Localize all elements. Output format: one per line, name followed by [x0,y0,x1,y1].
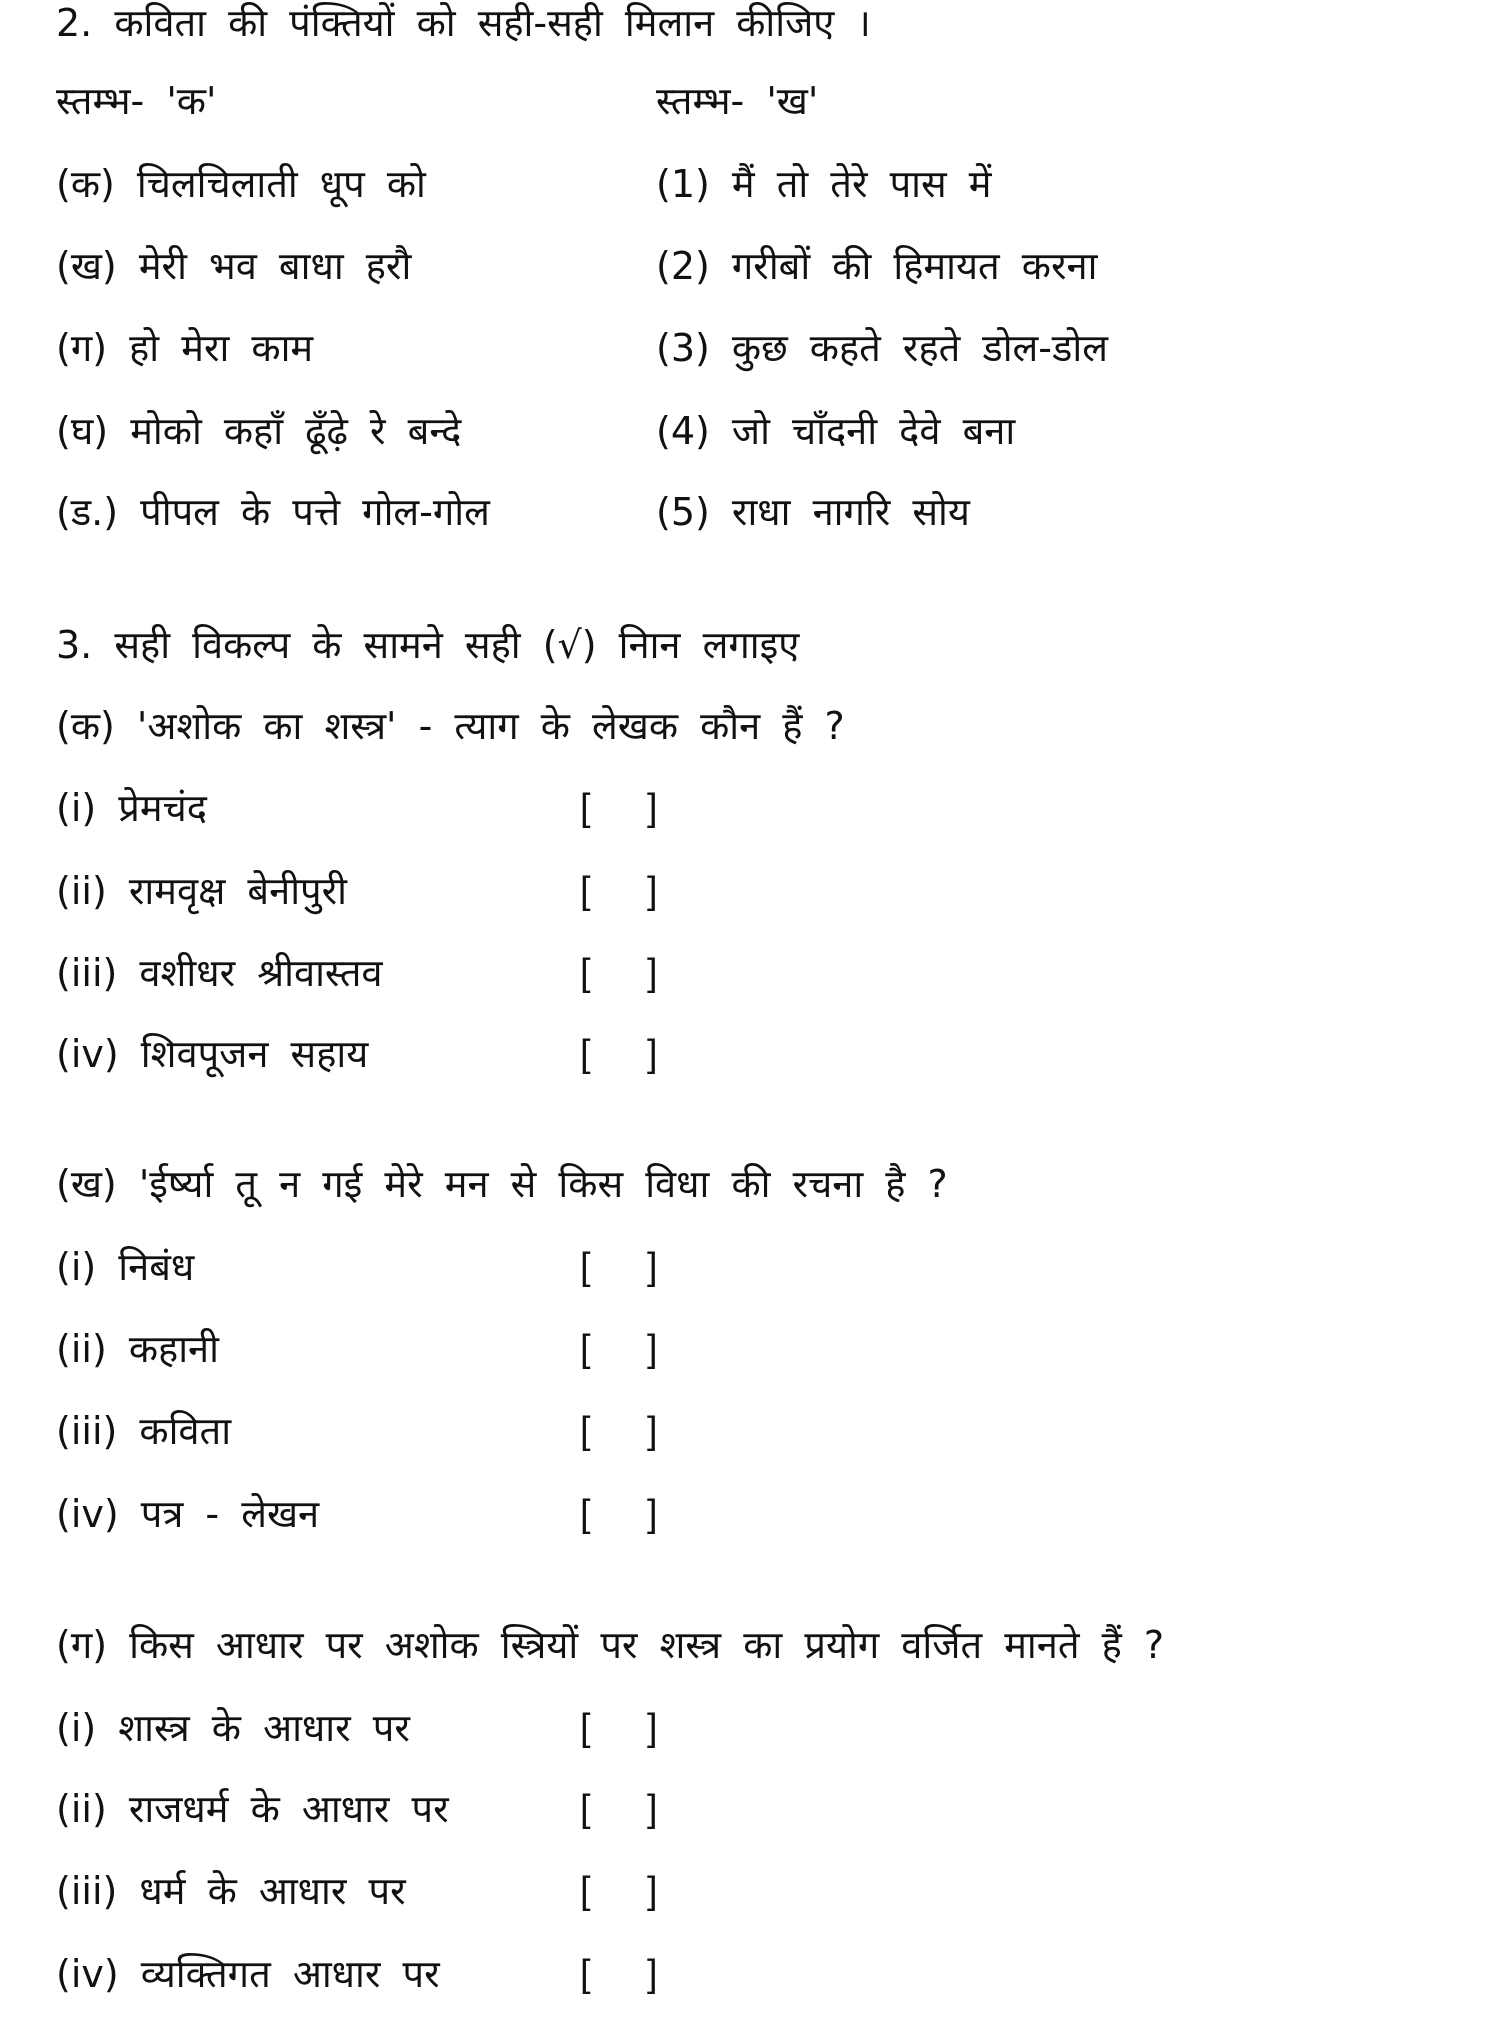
answer-box-close[interactable]: ] [647,787,658,829]
option-label: (iv) व्यक्तिगत आधार पर [56,1952,440,1996]
option-label: (ii) राजधर्म के आधार पर [56,1787,449,1831]
answer-box-close[interactable]: ] [647,1410,658,1452]
question-3b-text: (ख) 'ईर्ष्या तू न गई मेरे मन से किस विधा की रचना है ? [56,1162,948,1206]
answer-box-close[interactable]: ] [647,1788,658,1830]
column-b-item: (2) गरीबों की हिमायत करना [656,244,1098,288]
option-label: (i) निबंध [56,1245,195,1289]
option-label: (iv) पत्र - लेखन [56,1492,320,1536]
answer-box-close[interactable]: ] [647,1493,658,1535]
answer-box-open[interactable]: [ [580,1246,591,1288]
option-label: (iii) कविता [56,1409,232,1453]
answer-box-close[interactable]: ] [647,870,658,912]
answer-box-open[interactable]: [ [580,952,591,994]
answer-box-close[interactable]: ] [647,1328,658,1370]
question-3c-text: (ग) किस आधार पर अशोक स्त्रियों पर शस्त्र का प्रयोग वर्जित मानते हैं ? [56,1623,1165,1667]
column-a-item: (क) चिलचिलाती धूप को [56,162,426,206]
column-b-header: स्तम्भ- 'ख' [656,79,819,123]
answer-box-close[interactable]: ] [647,1953,658,1995]
column-b-item: (5) राधा नागरि सोय [656,490,970,534]
question-2-title: 2. कविता की पंक्तियों को सही-सही मिलान कीजिए । [56,1,871,45]
answer-box-open[interactable]: [ [580,1493,591,1535]
question-3-title: 3. सही विकल्प के सामने सही (√) निान लगाइए [56,623,800,667]
column-a-item: (ग) हो मेरा काम [56,326,314,370]
column-a-header: स्तम्भ- 'क' [56,79,217,123]
column-b-item: (3) कुछ कहते रहते डोल-डोल [656,326,1108,370]
column-a-item: (ख) मेरी भव बाधा हरौ [56,244,412,288]
answer-box-open[interactable]: [ [580,1870,591,1912]
option-label: (i) प्रेमचंद [56,786,207,830]
answer-box-open[interactable]: [ [580,1788,591,1830]
answer-box-close[interactable]: ] [647,1033,658,1075]
answer-box-close[interactable]: ] [647,1246,658,1288]
column-a-item: (ड.) पीपल के पत्ते गोल-गोल [56,490,490,534]
answer-box-open[interactable]: [ [580,1033,591,1075]
option-label: (iii) वशीधर श्रीवास्तव [56,951,383,995]
answer-box-open[interactable]: [ [580,1707,591,1749]
option-label: (i) शास्त्र के आधार पर [56,1706,410,1750]
column-a-item: (घ) मोको कहाँ ढूँढ़े रे बन्दे [56,409,462,453]
answer-box-open[interactable]: [ [580,1328,591,1370]
column-b-item: (4) जो चाँदनी देवे बना [656,409,1016,453]
answer-box-close[interactable]: ] [647,1707,658,1749]
option-label: (ii) कहानी [56,1327,219,1371]
answer-box-open[interactable]: [ [580,1410,591,1452]
column-b-item: (1) मैं तो तेरे पास में [656,162,992,206]
answer-box-open[interactable]: [ [580,787,591,829]
option-label: (iii) धर्म के आधार पर [56,1869,406,1913]
answer-box-open[interactable]: [ [580,1953,591,1995]
option-label: (ii) रामवृक्ष बेनीपुरी [56,869,348,913]
answer-box-close[interactable]: ] [647,952,658,994]
option-label: (iv) शिवपूजन सहाय [56,1032,369,1076]
answer-box-open[interactable]: [ [580,870,591,912]
question-3a-text: (क) 'अशोक का शस्त्र' - त्याग के लेखक कौन हैं ? [56,704,845,748]
answer-box-close[interactable]: ] [647,1870,658,1912]
